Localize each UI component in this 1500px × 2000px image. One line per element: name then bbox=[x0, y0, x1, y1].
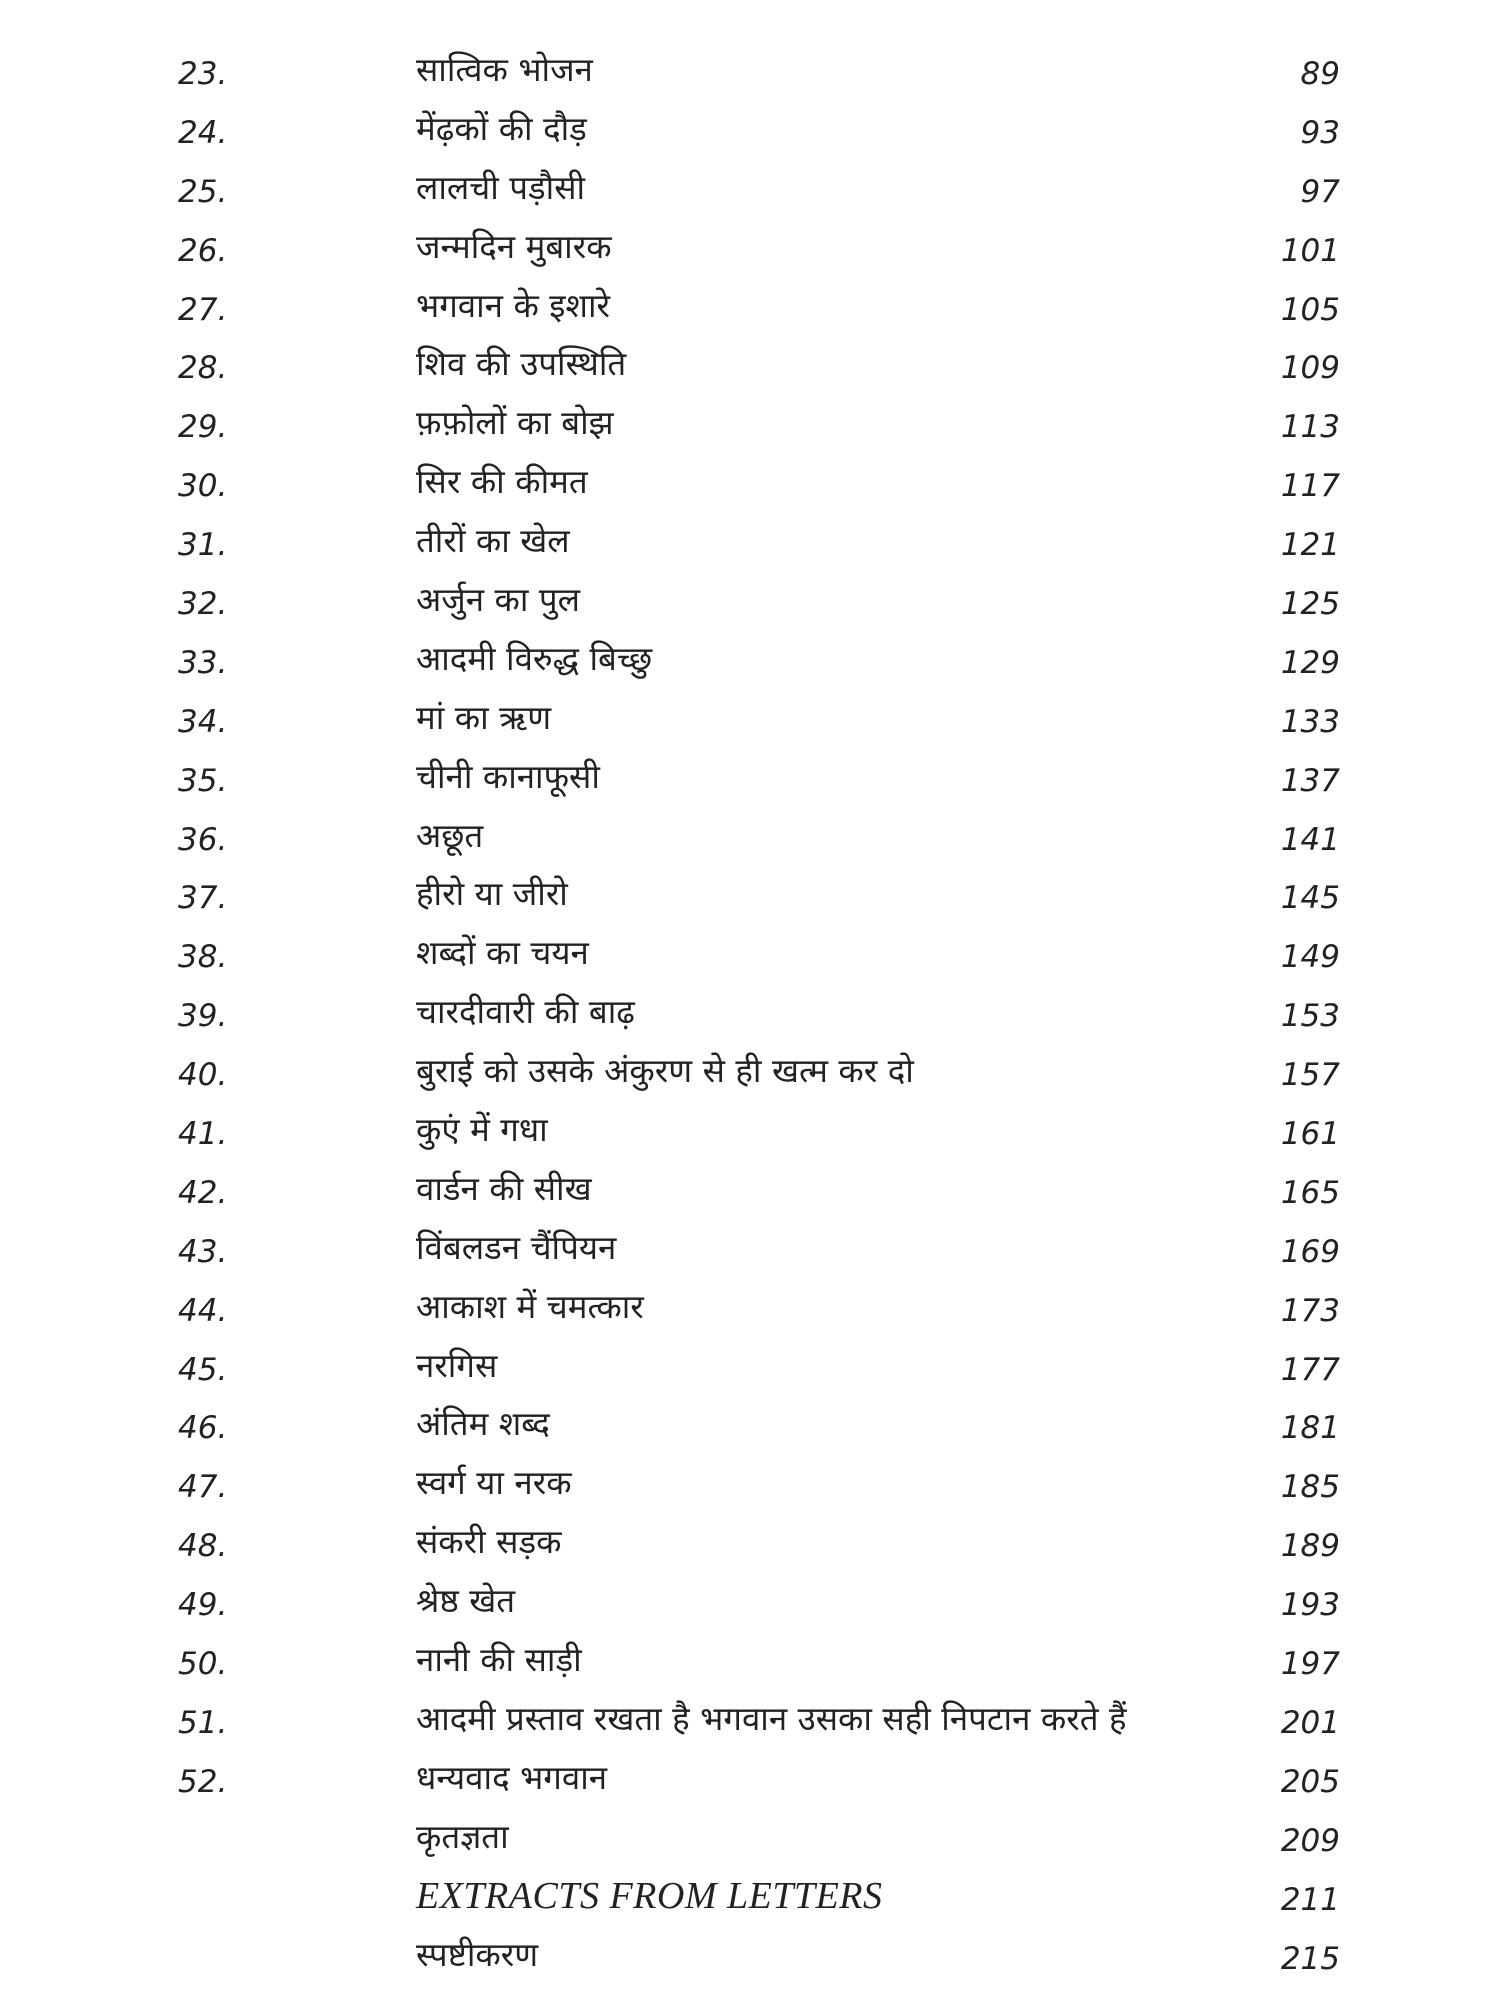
toc-entry-number: 43. bbox=[178, 1233, 228, 1270]
toc-entry-title: श्रेष्ठ खेत bbox=[416, 1581, 516, 1621]
toc-entry bbox=[0, 1756, 1500, 1815]
toc-entry bbox=[0, 1344, 1500, 1403]
toc-entry-title: धन्यवाद भगवान bbox=[416, 1757, 608, 1797]
toc-entry-page-number: 161 bbox=[1280, 1116, 1340, 1153]
toc-entry-number: 24. bbox=[178, 114, 228, 151]
toc-entry bbox=[0, 696, 1500, 755]
toc-entry-page-number: 153 bbox=[1280, 998, 1340, 1035]
toc-entry-number: 26. bbox=[178, 232, 228, 269]
toc-entry bbox=[0, 1874, 1500, 1933]
toc-entry-page-number: 137 bbox=[1280, 762, 1340, 799]
toc-entry-number: 28. bbox=[178, 350, 228, 387]
toc-entry-page-number: 193 bbox=[1280, 1587, 1340, 1624]
toc-entry bbox=[0, 1226, 1500, 1285]
toc-entry bbox=[0, 814, 1500, 873]
toc-entry-number: 35. bbox=[178, 762, 228, 799]
toc-entry-number: 51. bbox=[178, 1704, 228, 1741]
toc-entry-title: शब्दों का चयन bbox=[416, 933, 589, 973]
toc-entry-title: वार्डन की सीख bbox=[416, 1168, 592, 1208]
toc-entry-page-number: 121 bbox=[1280, 527, 1340, 564]
toc-entry-page-number: 205 bbox=[1280, 1763, 1340, 1800]
toc-entry bbox=[0, 1933, 1500, 1992]
toc-entry-title: नानी की साड़ी bbox=[416, 1640, 582, 1680]
toc-entry-page-number: 133 bbox=[1280, 703, 1340, 740]
toc-entry-title: चारदीवारी की बाढ़ bbox=[416, 992, 635, 1032]
toc-entry-title: स्वर्ग या नरक bbox=[416, 1463, 572, 1503]
toc-entry bbox=[0, 1579, 1500, 1638]
toc-entry-number: 45. bbox=[178, 1351, 228, 1388]
toc-entry-number: 47. bbox=[178, 1469, 228, 1506]
toc-entry-number: 41. bbox=[178, 1116, 228, 1153]
toc-entry-title: विंबलडन चैंपियन bbox=[416, 1227, 617, 1267]
toc-entry-title: भगवान के इशारे bbox=[416, 285, 610, 325]
toc-entry-title: नरगिस bbox=[416, 1345, 498, 1385]
toc-entry-number: 37. bbox=[178, 880, 228, 917]
toc-entry-title: कृतज्ञता bbox=[416, 1816, 509, 1856]
toc-entry-page-number: 117 bbox=[1280, 468, 1340, 505]
toc-entry bbox=[0, 401, 1500, 460]
toc-entry-number: 39. bbox=[178, 998, 228, 1035]
toc-entry bbox=[0, 519, 1500, 578]
toc-entry-number: 25. bbox=[178, 173, 228, 210]
toc-entry-page-number: 141 bbox=[1280, 821, 1340, 858]
toc-entry-page-number: 101 bbox=[1280, 232, 1340, 269]
toc-entry-page-number: 149 bbox=[1280, 939, 1340, 976]
toc-entry-title: मां का ऋण bbox=[416, 697, 552, 737]
toc-entry-title: अर्जुन का पुल bbox=[416, 580, 581, 620]
toc-entry-number: 31. bbox=[178, 527, 228, 564]
toc-entry bbox=[0, 1167, 1500, 1226]
toc-entry bbox=[0, 1815, 1500, 1874]
toc-entry-page-number: 189 bbox=[1280, 1528, 1340, 1565]
toc-entry-page-number: 125 bbox=[1280, 586, 1340, 623]
toc-entry bbox=[0, 1285, 1500, 1344]
toc-entry-title: आदमी प्रस्ताव रखता है भगवान उसका सही निपटान करते हैं bbox=[416, 1698, 1127, 1738]
toc-entry-page-number: 97 bbox=[1300, 173, 1340, 210]
toc-entry-page-number: 197 bbox=[1280, 1646, 1340, 1683]
toc-entry bbox=[0, 1108, 1500, 1167]
toc-entry bbox=[0, 48, 1500, 107]
table-of-contents bbox=[0, 48, 1500, 1991]
toc-entry bbox=[0, 872, 1500, 931]
toc-entry bbox=[0, 931, 1500, 990]
toc-entry-title: शिव की उपस्थिति bbox=[416, 344, 627, 384]
toc-entry-title: मेंढ़कों की दौड़ bbox=[416, 108, 587, 148]
toc-entry-title: सिर की कीमत bbox=[416, 462, 588, 502]
toc-entry-page-number: 113 bbox=[1280, 409, 1340, 446]
toc-entry-number: 32. bbox=[178, 586, 228, 623]
toc-entry-page-number: 181 bbox=[1280, 1410, 1340, 1447]
toc-entry-number: 40. bbox=[178, 1057, 228, 1094]
toc-entry bbox=[0, 990, 1500, 1049]
toc-entry-title: अंतिम शब्द bbox=[416, 1404, 550, 1444]
toc-entry bbox=[0, 578, 1500, 637]
toc-entry-title: संकरी सड़क bbox=[416, 1522, 562, 1562]
toc-entry-page-number: 201 bbox=[1280, 1704, 1340, 1741]
toc-entry-number: 44. bbox=[178, 1292, 228, 1329]
toc-entry bbox=[0, 1638, 1500, 1697]
toc-entry-number: 36. bbox=[178, 821, 228, 858]
toc-entry bbox=[0, 460, 1500, 519]
toc-entry bbox=[0, 755, 1500, 814]
toc-entry-number: 38. bbox=[178, 939, 228, 976]
toc-entry bbox=[0, 342, 1500, 401]
toc-entry-page-number: 215 bbox=[1280, 1940, 1340, 1977]
toc-entry-page-number: 173 bbox=[1280, 1292, 1340, 1329]
toc-entry-page-number: 177 bbox=[1280, 1351, 1340, 1388]
toc-entry-title: कुएं में गधा bbox=[416, 1110, 548, 1150]
toc-entry-page-number: 109 bbox=[1280, 350, 1340, 387]
toc-entry-number: 50. bbox=[178, 1646, 228, 1683]
toc-entry bbox=[0, 107, 1500, 166]
toc-entry-title: जन्मदिन मुबारक bbox=[416, 226, 612, 266]
toc-entry-title: स्पष्टीकरण bbox=[416, 1934, 539, 1974]
toc-entry-page-number: 157 bbox=[1280, 1057, 1340, 1094]
toc-entry-page-number: 169 bbox=[1280, 1233, 1340, 1270]
toc-entry bbox=[0, 1402, 1500, 1461]
toc-entry-number: 27. bbox=[178, 291, 228, 328]
toc-entry bbox=[0, 225, 1500, 284]
toc-entry-page-number: 93 bbox=[1300, 114, 1340, 151]
toc-entry bbox=[0, 1697, 1500, 1756]
toc-entry-number: 48. bbox=[178, 1528, 228, 1565]
toc-entry bbox=[0, 637, 1500, 696]
toc-entry-page-number: 89 bbox=[1300, 56, 1340, 92]
toc-entry-title: हीरो या जीरो bbox=[416, 874, 568, 914]
toc-entry bbox=[0, 1520, 1500, 1579]
toc-entry-number: 52. bbox=[178, 1763, 228, 1800]
toc-entry-title: बुराई को उसके अंकुरण से ही खत्म कर दो bbox=[416, 1051, 914, 1091]
toc-entry-page-number: 211 bbox=[1280, 1881, 1340, 1918]
toc-entry-number: 23. bbox=[178, 56, 228, 92]
toc-entry bbox=[0, 1461, 1500, 1520]
toc-entry-title: लालची पड़ौसी bbox=[416, 167, 586, 207]
toc-entry-title: तीरों का खेल bbox=[416, 521, 570, 561]
toc-entry-page-number: 105 bbox=[1280, 291, 1340, 328]
toc-entry-title: चीनी कानाफूसी bbox=[416, 756, 600, 796]
toc-entry-title: आकाश में चमत्कार bbox=[416, 1286, 644, 1326]
toc-entry-number: 42. bbox=[178, 1174, 228, 1211]
toc-entry-page-number: 145 bbox=[1280, 880, 1340, 917]
toc-entry bbox=[0, 166, 1500, 225]
toc-entry-page-number: 165 bbox=[1280, 1174, 1340, 1211]
toc-entry-number: 30. bbox=[178, 468, 228, 505]
toc-entry-page-number: 209 bbox=[1280, 1822, 1340, 1859]
toc-entry-number: 34. bbox=[178, 703, 228, 740]
toc-entry-page-number: 185 bbox=[1280, 1469, 1340, 1506]
toc-entry-title: सात्विक भोजन bbox=[416, 50, 593, 89]
toc-entry-page-number: 129 bbox=[1280, 644, 1340, 681]
toc-entry bbox=[0, 1049, 1500, 1108]
toc-entry bbox=[0, 284, 1500, 343]
toc-entry-number: 33. bbox=[178, 644, 228, 681]
toc-entry-number: 46. bbox=[178, 1410, 228, 1447]
toc-entry-number: 29. bbox=[178, 409, 228, 446]
toc-entry-number: 49. bbox=[178, 1587, 228, 1624]
toc-entry-title: आदमी विरुद्ध बिच्छु bbox=[416, 638, 653, 678]
toc-entry-title: EXTRACTS FROM LETTERS bbox=[416, 1874, 883, 1917]
toc-entry-title: फ़फ़ोलों का बोझ bbox=[416, 403, 614, 443]
toc-entry-title: अछूत bbox=[416, 815, 484, 855]
